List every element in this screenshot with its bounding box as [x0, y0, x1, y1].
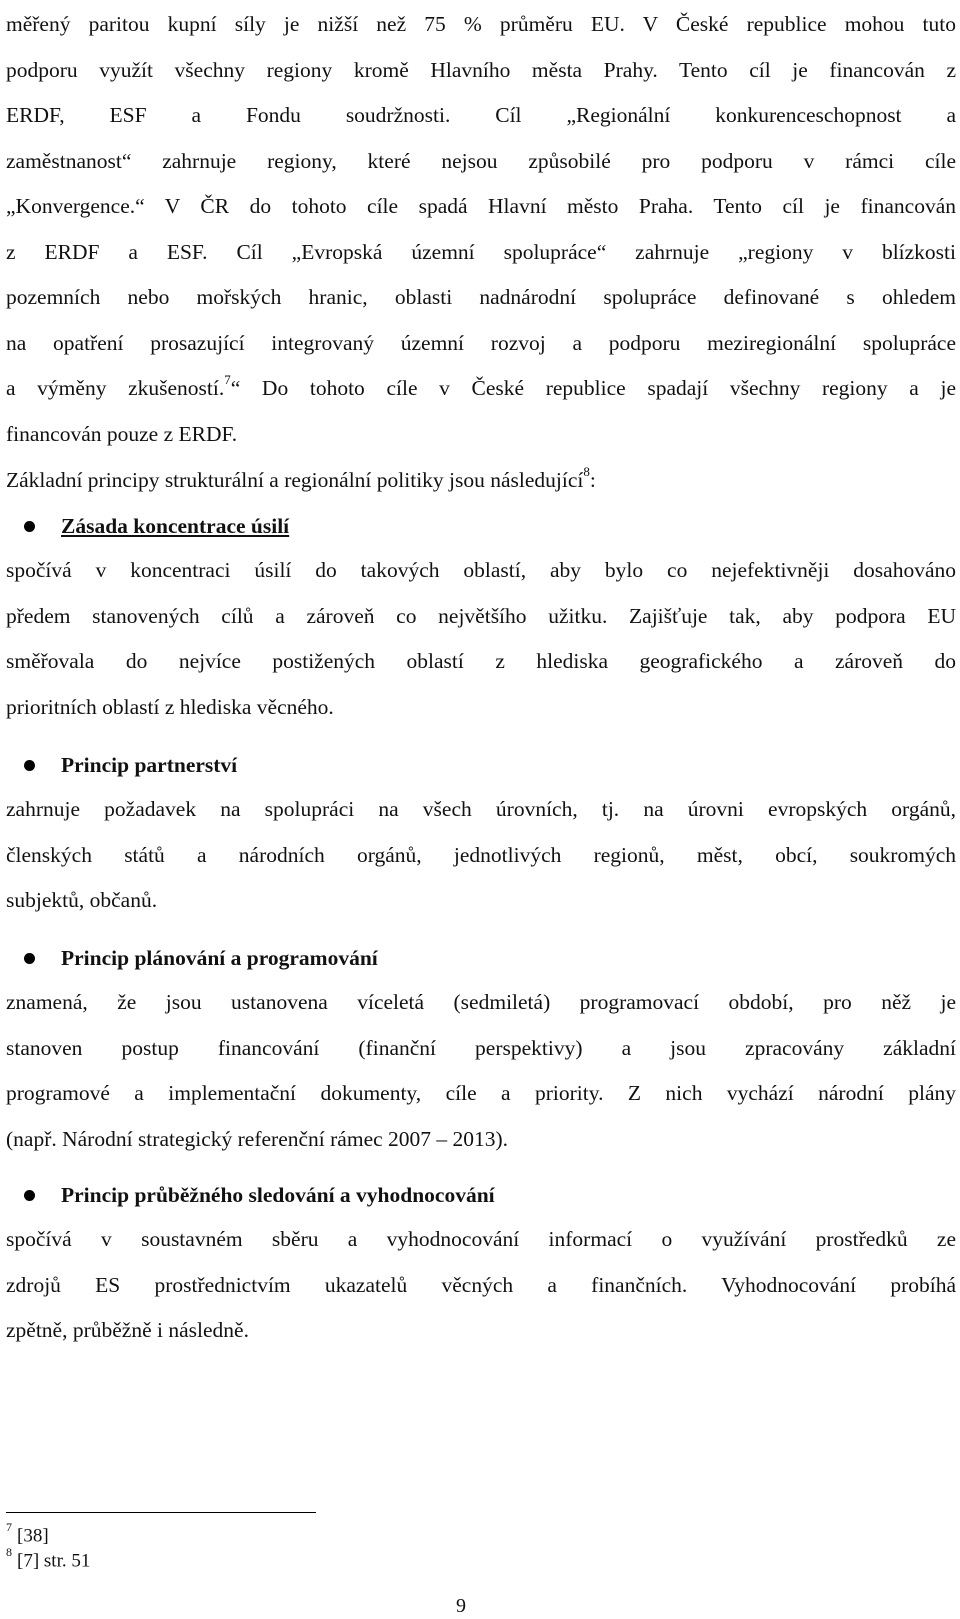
text-line: spočívá v soustavném sběru a vyhodnocování informací o využívání prostředků ze [6, 1227, 956, 1251]
principle-heading [24, 742, 237, 788]
text-line [6, 366, 956, 412]
text-segment: Základní principy strukturální a regionální politiky jsou následující [6, 468, 584, 492]
principle-description [6, 1217, 956, 1354]
text-line: financován pouze z ERDF. [6, 421, 238, 446]
text-line: (např. Národní strategický referenční rámec 2007 – 2013). [6, 1126, 509, 1151]
text-segment: a výměny zkušeností. [6, 376, 225, 400]
text-line: měřený paritou kupní síly je nižší než 75 % průměru EU. V České republice mohou tuto [6, 12, 956, 36]
text-line: stanoven postup financování (finanční perspektivy) a jsou zpracovány základní [6, 1035, 956, 1060]
principle-title: Zásada koncentrace úsilí [61, 513, 290, 538]
text-line: ERDF, ESF a Fondu soudržnosti. Cíl „Regionální konkurenceschopnost a [6, 103, 956, 127]
text-line: směřovala do nejvíce postižených oblastí z hlediska geografického a zároveň do [6, 649, 956, 673]
text-segment: : [589, 468, 596, 492]
principle-title: Princip partnerství [61, 752, 238, 777]
bullet-icon [24, 1190, 35, 1201]
footnote-reference-8: 8 [583, 463, 590, 479]
document-page [6, 0, 956, 1619]
text-line: spočívá v koncentraci úsilí do takových oblastí, aby bylo co nejefektivněji dosahováno [6, 558, 956, 582]
footnote-reference-7: 7 [224, 371, 231, 387]
text-line: předem stanovených cílů a zároveň co největšího užitku. Zajišťuje tak, aby podpora EU [6, 603, 956, 628]
text-line: „Konvergence.“ V ČR do tohoto cíle spadá Hlavní město Praha. Tento cíl je financován [6, 194, 956, 218]
text-line: podporu využít všechny regiony kromě Hlavního města Prahy. Tento cíl je financován z [6, 57, 956, 82]
text-line [6, 458, 956, 504]
text-line: prioritních oblastí z hlediska věcného. [6, 694, 334, 719]
text-line: zdrojů ES prostřednictvím ukazatelů věcných a finančních. Vyhodnocování probíhá [6, 1272, 956, 1297]
principle-heading [24, 1172, 495, 1218]
text-segment: “ Do tohoto cíle v České republice spadají všechny regiony a je [230, 376, 956, 400]
text-line: na opatření prosazující integrovaný územní rozvoj a podporu meziregionální spolupráce [6, 330, 956, 355]
text-line: zahrnuje požadavek na spolupráci na všech úrovních, tj. na úrovni evropských orgánů, [6, 797, 956, 821]
footnote-mark: 7 [6, 1520, 12, 1534]
footnote-text: [7] str. 51 [17, 1550, 91, 1572]
bullet-icon [24, 953, 35, 964]
text-line: znamená, že jsou ustanovena víceletá (sedmiletá) programovací období, pro něž je [6, 990, 956, 1014]
page-number: 9 [456, 1595, 466, 1617]
text-line: zaměstnanost“ zahrnuje regiony, které nejsou způsobilé pro podporu v rámci cíle [6, 148, 956, 173]
bullet-icon [24, 521, 35, 532]
footnote-text: [38] [17, 1525, 49, 1547]
text-line: členských států a národních orgánů, jednotlivých regionů, měst, obcí, soukromých [6, 842, 956, 867]
principles-intro [6, 458, 956, 504]
text-line: zpětně, průběžně i následně. [6, 1318, 249, 1342]
principle-heading [24, 935, 378, 981]
principle-heading [24, 503, 289, 549]
paragraph-cohesion-objectives [6, 2, 956, 457]
principle-description [6, 787, 956, 924]
principle-title: Princip plánování a programování [61, 945, 378, 970]
footnote [6, 1543, 90, 1573]
footnote-mark: 8 [6, 1545, 12, 1559]
bullet-icon [24, 760, 35, 771]
text-line: subjektů, občanů. [6, 888, 158, 912]
text-line: pozemních nebo mořských hranic, oblasti nadnárodní spolupráce definované s ohledem [6, 285, 956, 309]
principle-description [6, 548, 956, 730]
principle-title: Princip průběžného sledování a vyhodnocování [61, 1182, 495, 1207]
text-line: programové a implementační dokumenty, cíle a priority. Z nich vychází národní plány [6, 1081, 956, 1105]
footnote-separator [6, 1512, 316, 1513]
text-line: z ERDF a ESF. Cíl „Evropská územní spolupráce“ zahrnuje „regiony v blízkosti [6, 239, 956, 264]
principle-description [6, 980, 956, 1162]
